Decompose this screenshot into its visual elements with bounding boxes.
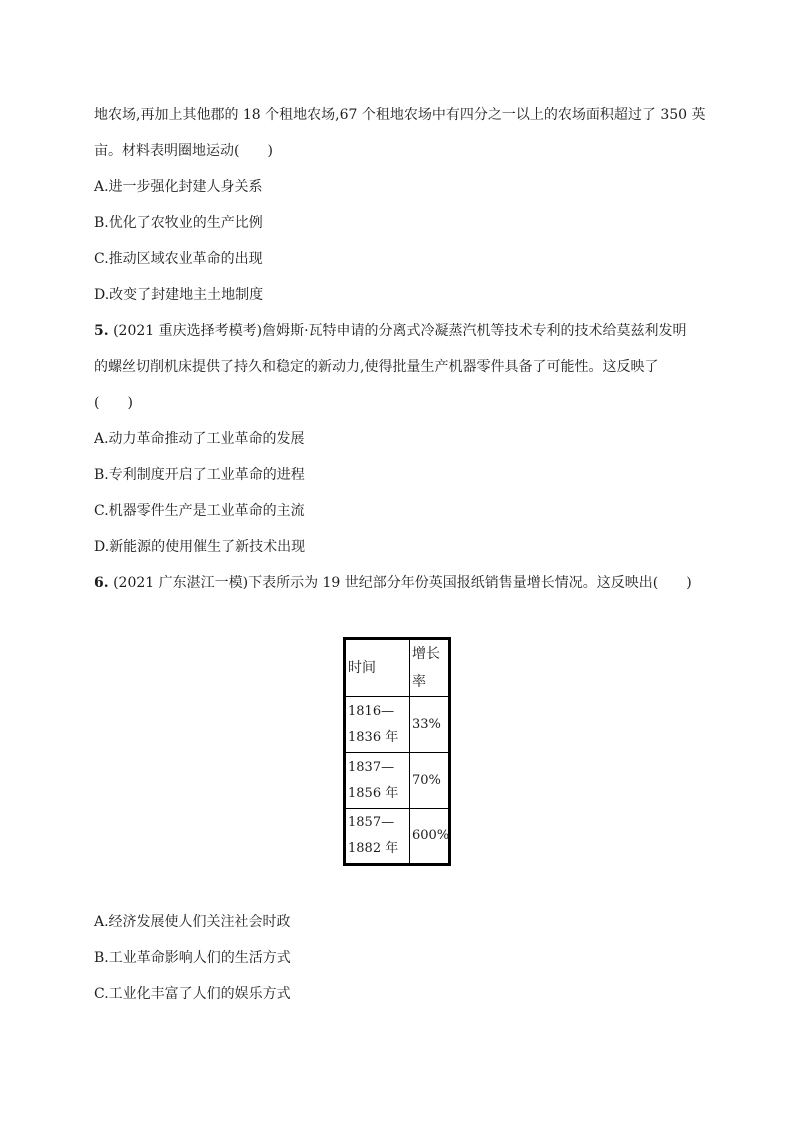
table-header-cell: 增长率 (410, 639, 450, 697)
table-cell-period: 1816—1836 年 (345, 697, 410, 753)
question-stem-text: (2021 重庆选择考模考)詹姆斯·瓦特申请的分离式冷凝蒸汽机等技术专利的技术给莫兹利发明 (108, 323, 687, 339)
table-header-row (345, 639, 450, 697)
answer-option-c: C.机器零件生产是工业革命的主流 (94, 503, 305, 519)
answer-option-c: C.工业化丰富了人们的娱乐方式 (94, 986, 291, 1002)
question-6-options (94, 904, 700, 1012)
table-cell-period: 1857—1882 年 (345, 809, 410, 865)
question-6 (94, 565, 700, 1012)
table-container (94, 637, 700, 866)
question-stem-line: 地农场,再加上其他郡的 18 个租地农场,67 个租地农场中有四分之一以上的农场面积超过了 350 英 (94, 107, 706, 123)
table-cell-growth: 33% (410, 697, 450, 753)
answer-option-a: A.动力革命推动了工业革命的发展 (94, 431, 305, 447)
newspaper-sales-table (343, 637, 451, 866)
table-row (345, 809, 450, 865)
question-stem-line: 亩。材料表明圈地运动( ) (94, 143, 273, 159)
question-stem-line (94, 313, 700, 349)
question-number: 6. (94, 575, 109, 591)
question-stem-line: 的螺丝切削机床提供了持久和稳定的新动力,使得批量生产机器零件具备了可能性。这反映了 (94, 359, 659, 375)
answer-option-b: B.工业革命影响人们的生活方式 (94, 950, 291, 966)
table-cell-period: 1837—1856 年 (345, 753, 410, 809)
question-stem-line (94, 565, 700, 601)
question-stem-text: (2021 广东湛江一模)下表所示为 19 世纪部分年份英国报纸销售量增长情况。这反映出( ) (108, 575, 692, 591)
table-cell-growth: 600% (410, 809, 450, 865)
answer-option-a: A.经济发展使人们关注社会时政 (94, 914, 291, 930)
question-4-continuation (94, 97, 706, 313)
answer-option-c: C.推动区域农业革命的出现 (94, 251, 263, 267)
question-number: 5. (94, 323, 109, 339)
table-row (345, 753, 450, 809)
answer-option-d: D.改变了封建地主土地制度 (94, 287, 264, 303)
table-row (345, 697, 450, 753)
answer-option-d: D.新能源的使用催生了新技术出现 (94, 539, 306, 555)
exam-page-content (94, 97, 706, 1012)
answer-option-a: A.进一步强化封建人身关系 (94, 179, 263, 195)
answer-option-b: B.专利制度开启了工业革命的进程 (94, 467, 305, 483)
answer-option-b: B.优化了农牧业的生产比例 (94, 215, 263, 231)
table-header-cell: 时间 (345, 639, 410, 697)
answer-blank: ( ) (94, 395, 133, 411)
table-cell-growth: 70% (410, 753, 450, 809)
question-5 (94, 313, 700, 565)
